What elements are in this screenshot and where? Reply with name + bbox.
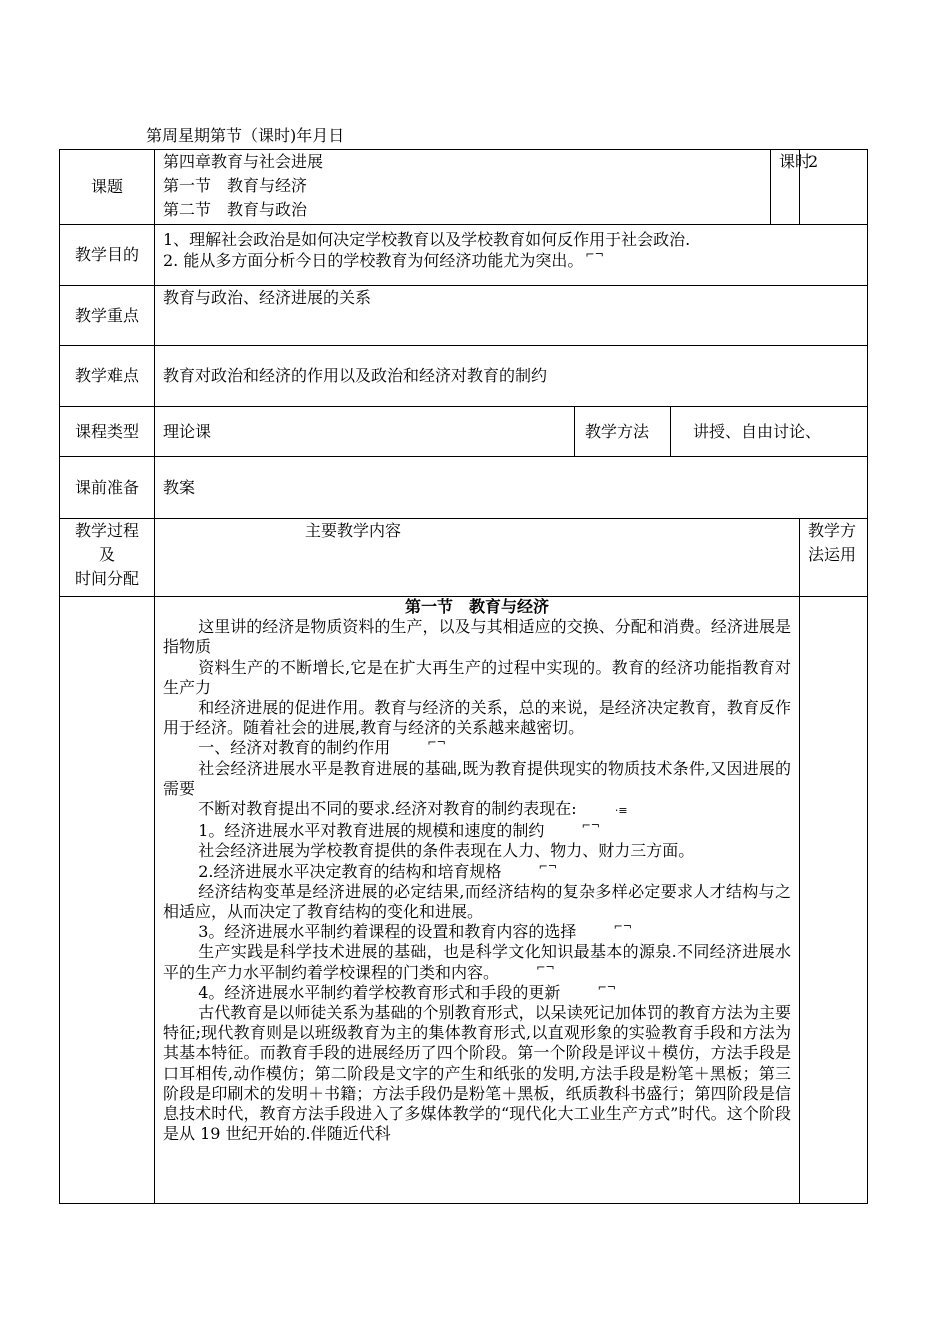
content-paragraph: 不断对教育提出不同的要求.经济对教育的制约表现在: — [198, 799, 577, 819]
paragraph-mark-icon: ·≡ — [614, 804, 628, 818]
preparation-value: 教案 — [155, 457, 868, 519]
hours-label: 课时 — [779, 152, 812, 171]
topic-line-3: 第二节 教育与政治 — [163, 200, 308, 219]
preparation-label: 课前准备 — [60, 457, 155, 519]
lesson-plan-table — [59, 149, 868, 1204]
content-paragraph: 古代教育是以师徒关系为基础的个别教育形式，以呆读死记加体罚的教育方法为主要特征;现代教育则是以班级教育为主的集体教育形式,以直观形象的实验教育手段和方法为其基本特征。而教育手段的进展经历了四个阶段。第一个阶段是评议＋模仿，方法手段是口耳相传,动作模仿；第二阶段是文字的产生和纸张的发明,方法手段是粉笔＋黑板；第三阶段是印刷术的发明＋书籍；方法手段仍是粉笔＋黑板，纸质教科书盛行；第四阶段是信息技术时代，教育方法手段进入了多媒体教学的“现代化大工业生产方式”时代。这个阶段是从 19 世纪开始的.伴随近代科 — [163, 1003, 792, 1144]
topic-line-2: 第一节 教育与经济 — [163, 176, 308, 195]
content-label: 主要教学内容 — [155, 519, 800, 597]
topic-lines — [155, 150, 771, 225]
content-heading: 1。经济进展水平对教育进展的规模和速度的制约 — [198, 821, 545, 841]
paragraph-mark-icon: ⌐¬ — [581, 819, 600, 833]
difficulties-label: 教学难点 — [60, 346, 155, 407]
topic-label: 课题 — [60, 150, 155, 225]
content-heading: 4。经济进展水平制约着学校教育形式和手段的更新 — [198, 982, 561, 1002]
content-heading: 一、经济对教育的制约作用 — [198, 738, 391, 758]
objective-1: 1、理解社会政治是如何决定学校教育以及学校教育如何反作用于社会政治. — [163, 230, 691, 249]
content-paragraph: 生产实践是科学技术进展的基础，也是科学文化知识最基本的源泉.不同经济进展水平的生产力水平制约着学校课程的门类和内容。 — [163, 942, 792, 982]
key-points-text: 教育与政治、经济进展的关系 — [155, 286, 868, 346]
process-header-row — [60, 519, 868, 597]
content-row — [60, 597, 868, 1204]
key-points-row — [60, 286, 868, 346]
content-paragraph: 社会经济进展水平是教育进展的基础,既为教育提供现实的物质技术条件,又因进展的需要 — [163, 758, 792, 798]
paragraph-mark-icon: ⌐¬ — [427, 736, 446, 750]
course-type-value: 理论课 — [155, 407, 575, 457]
method-usage-cell — [800, 597, 868, 1204]
objectives-content — [155, 225, 868, 286]
difficulties-text: 教育对政治和经济的作用以及政治和经济对教育的制约 — [155, 346, 868, 407]
content-heading: 2.经济进展水平决定教育的结构和培育规格 — [198, 861, 502, 881]
difficulties-row — [60, 346, 868, 407]
method-label: 教学方法 — [575, 407, 671, 457]
course-type-label: 课程类型 — [60, 407, 155, 457]
objective-2: 2. 能从多方面分析今日的学校教育为何经济功能尤为突出。 — [163, 251, 584, 270]
objectives-label: 教学目的 — [60, 225, 155, 286]
hours-label-cell — [771, 150, 812, 225]
date-line: 第周星期第节（课时)年月日 — [146, 126, 345, 145]
content-heading: 3。经济进展水平制约着课程的设置和教育内容的选择 — [198, 922, 577, 942]
paragraph-mark-icon: ⌐¬ — [538, 859, 558, 873]
topic-line-1: 第四章教育与社会进展 — [163, 152, 324, 171]
process-label: 教学过程 及 时间分配 — [60, 519, 155, 597]
paragraph-mark-icon: ⌐¬ — [597, 980, 616, 994]
objectives-row — [60, 225, 868, 286]
method-value: 讲授、自由讨论、 — [671, 407, 868, 457]
content-paragraph: 经济结构变革是经济进展的必定结果,而经济结构的复杂多样必定要求人才结构与之相适应，从而决定了教育结构的变化和进展。 — [163, 881, 792, 922]
paragraph-mark-icon: ⌐¬ — [585, 248, 604, 261]
hours-value: 2 — [800, 150, 868, 225]
content-body — [155, 597, 800, 1204]
time-allocation-cell — [60, 597, 155, 1204]
key-points-label: 教学重点 — [60, 286, 155, 346]
section-title: 第一节 教育与经济 — [405, 597, 550, 616]
content-paragraph: 这里讲的经济是物质资料的生产，以及与其相适应的交换、分配和消费。经济进展是指物质 — [163, 617, 792, 657]
topic-row — [60, 150, 868, 225]
content-paragraph: 资料生产的不断增长,它是在扩大再生产的过程中实现的。教育的经济功能指教育对生产力 — [163, 657, 792, 697]
paragraph-mark-icon: ⌐¬ — [536, 960, 555, 974]
content-paragraph: 和经济进展的促进作用。教育与经济的关系，总的来说，是经济决定教育，教育反作用于经济。随着社会的进展,教育与经济的关系越来越密切。 — [163, 698, 792, 738]
course-type-row — [60, 407, 868, 457]
preparation-row — [60, 457, 868, 519]
paragraph-mark-icon: ⌐¬ — [613, 920, 632, 934]
content-paragraph: 社会经济进展为学校教育提供的条件表现在人力、物力、财力三方面。 — [198, 841, 695, 861]
method-usage-label: 教学方 法运用 — [800, 519, 868, 597]
